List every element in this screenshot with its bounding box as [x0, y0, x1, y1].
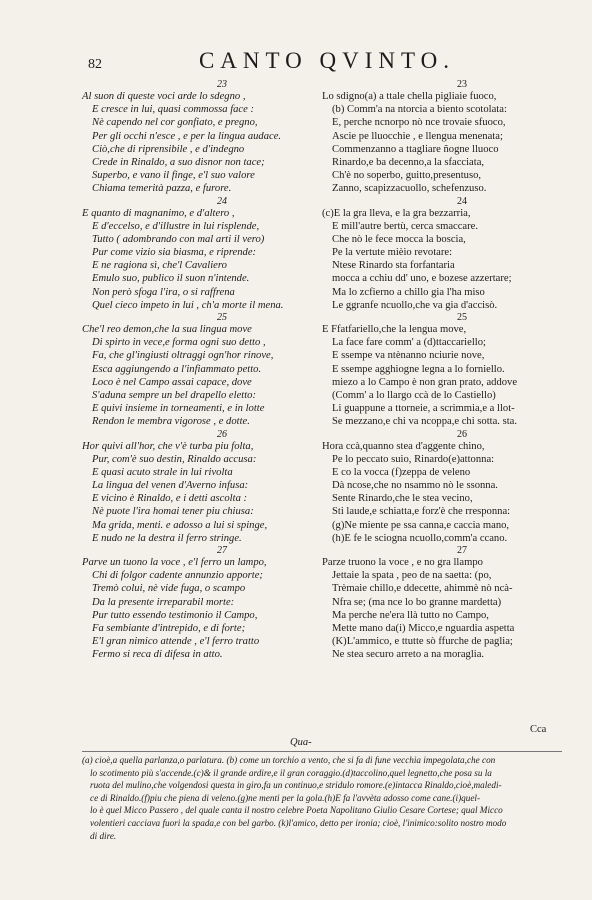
verse-line: Le ggranfe ncuollo,che va gia d'accisò. — [332, 299, 498, 311]
verse-line: Hor quivi all'hor, che v'è turba piu folta, — [82, 440, 254, 452]
verse-line: (Comm' a lo llargo ccà de lo Castiello) — [332, 389, 496, 401]
verse-line: (g)Ne miente pe ssa canna,e caccia mano, — [332, 519, 510, 531]
verse-line: Da la presente irreparabil morte: — [92, 596, 235, 608]
verse-line: Parve un tuono la voce , e'l ferro un lampo, — [82, 557, 267, 568]
verse-line: E nudo ne la destra il ferro stringe. — [92, 532, 242, 544]
verse-line: Hora ccà,quanno stea d'aggente chino, — [322, 440, 485, 452]
verse-line: E mill'autre bertù, cerca smaccare. — [332, 220, 479, 232]
stanza — [322, 312, 562, 429]
verse-line: E ssempe va ntènanno nciurie nove, — [332, 350, 485, 362]
stanza-number: 27 — [457, 545, 467, 556]
verse-line: La face fare comm' a (d)ttaccariello; — [332, 337, 486, 349]
verse-line: S'aduna sempre un bel drapello eletto: — [92, 389, 256, 401]
verse-line: Se mezzano,e chi va ncoppa,e chi sotta. sta. — [332, 416, 518, 428]
verse-line: Pe la vertute mièio revotare: — [332, 247, 453, 259]
footnote-line: lo scotimento più s'accende.(c)& il grande ardire,e il gran coraggio.(d)taccolino,quel legnetto,che posa su la — [90, 767, 492, 778]
verse-line: Ch'è no soperbo, guitto,presentuso, — [332, 170, 482, 182]
stanza-number: 25 — [217, 312, 227, 323]
verse-line: Superbo, e vano il finge, e'l suo valore — [92, 170, 255, 182]
verse-line: Pur tutto essendo testimonio il Campo, — [92, 609, 258, 621]
verse-line: Che nò le fece mocca la boscia, — [332, 233, 466, 245]
stanza — [322, 79, 562, 196]
catchword-left: Qua- — [290, 737, 312, 748]
footnote-line: (a) cioè,a quella parlanza,o parlatura. (b) come un torchio a vento, che si fa di fune vecchia impegolata,che con — [82, 755, 496, 765]
stanza — [322, 196, 562, 313]
verse-line: Pe lo peccato suio, Rinardo(e)attonna: — [332, 453, 495, 465]
verse-line: Ciò,che di riprensibile , e d'indegno — [92, 143, 245, 155]
verse-line: Non però sfoga l'ira, o si raffrena — [92, 286, 235, 298]
verse-line: Chi di folgor cadente annunzio apporte; — [92, 570, 263, 582]
stanza-number: 24 — [217, 195, 227, 207]
verse-line: miezo a lo Campo è non gran prato, addove — [332, 376, 518, 388]
stanza — [82, 312, 322, 429]
verse-line: E, perche ncnorpo nò nce trovaie sfuoco, — [332, 117, 506, 129]
verse-line: Che'l reo demon,che la sua lingua move — [82, 324, 252, 335]
verse-line: Di spirto in vece,e forma ogni suo detto , — [92, 337, 266, 349]
footnote-line: di dire. — [90, 830, 117, 841]
verse-line: Nè puote l'ira homai tener piu chiusa: — [92, 506, 254, 518]
stanza — [82, 196, 322, 313]
verse-line: Ascie pe lluocchie , e llengua menenata; — [332, 130, 503, 142]
footnote-rule — [82, 751, 562, 752]
verse-line: Crede in Rinaldo, a suo disnor non tace; — [92, 156, 265, 168]
verse-line: La lingua del venen d'Averno infusa: — [92, 480, 249, 492]
verse-line: Nè capendo nel cor gonfiato, e pregno, — [92, 117, 258, 129]
footnotes — [82, 754, 562, 842]
verse-line: Fa sembiante d'intrepido, e di forte; — [92, 622, 246, 634]
verse-line: Lo sdigno(a) a ttale chella pigliaie fuoco, — [322, 91, 497, 102]
footnote-line: ruota del mulino,che volgendosi questa in giro,fa un continuo,e stridulo romore.(e)intacca Rinaldo,cioè,maledi- — [90, 780, 502, 791]
verse-line: Parze truono la voce , e no gra llampo — [322, 557, 483, 568]
verse-line: Nfra se; (ma nce lo bo granne mardetta) — [332, 596, 502, 608]
verse-line: Dà ncose,che no nsammo nò le ssonna. — [332, 480, 498, 492]
stanza-number: 26 — [457, 428, 467, 440]
verse-line: mocca a cchiu dd' uno, e bozese azzertare; — [332, 273, 512, 285]
verse-line: (b) Comm'a na ntorcia a biento scotolata: — [332, 104, 507, 116]
verse-line: E quasi acuto strale in lui rivolta — [92, 466, 233, 478]
verse-line: Tutto ( adombrando con mal arti il vero) — [92, 233, 265, 245]
verse-line: Sente Rinardo,che le stea vecino, — [332, 493, 473, 505]
verse-line: Quel cieco impeto in lui , ch'a morte il mena. — [92, 299, 284, 311]
verse-line: E cresce in lui, quasi commossa face : — [92, 104, 255, 116]
neapolitan-column — [322, 79, 562, 662]
verse-line: Zanno, scapizzacuollo, schefenzuso. — [332, 183, 487, 195]
verse-line: E vicino è Rinaldo, e i detti ascolta : — [92, 493, 248, 505]
verse-line: E quivi insieme in torneamenti, e in lotte — [92, 403, 265, 415]
verse-line: E ne ragiona sì, che'l Cavaliero — [92, 260, 227, 272]
page-number: 82 — [88, 57, 102, 72]
verse-line: Esca aggiungendo a l'infiammato petto. — [92, 363, 262, 375]
verse-line: E'l gran nimico attende , e'l ferro tratto — [92, 636, 260, 648]
verse-line: Commenzanno a ttagliare ñogne lluoco — [332, 143, 499, 155]
verse-line: Sti laude,e schiatta,e forz'è che rresponna: — [332, 506, 511, 518]
verse-line: E Ffatfariello,che la lengua move, — [322, 324, 467, 335]
catchword-right: Cca — [530, 724, 547, 735]
verse-line: Ne stea securo arreto a na moraglia. — [332, 649, 485, 661]
verse-line: (h)E fe le sciogna ncuollo,comm'a ccano. — [332, 532, 508, 544]
verse-line: Pur, com'è suo destin, Rinaldo accusa: — [92, 453, 257, 465]
stanza-number: 23 — [217, 79, 227, 90]
verse-line: Emulo suo, publico il suon n'intende. — [92, 273, 250, 285]
verse-line: E d'eccelso, e d'illustre in lui risplende, — [92, 220, 260, 232]
verse-line: Fa, che gl'ingiusti oltraggi ogn'hor rinove, — [92, 350, 274, 362]
verse-line: Al suon di queste voci arde lo sdegno , — [82, 91, 246, 102]
verse-line: Pur come vizio sia biasma, e riprende: — [92, 247, 257, 259]
verse-line: E co la vocca (f)zeppa de veleno — [332, 466, 471, 478]
stanza-number: 23 — [457, 79, 467, 90]
verse-line: Mette mano da(i) Micco,e nguardia aspetta — [332, 622, 515, 634]
verse-line: Ma perche ne'era llà tutto no Campo, — [332, 609, 489, 621]
verse-line: (K)L'ammico, e ttutte sò ffurche de paglia; — [332, 636, 513, 648]
verse-line: Ma grida, menti. e adosso a lui si spinge, — [92, 519, 268, 531]
stanza-number: 24 — [457, 195, 467, 207]
running-head: CANTO QVINTO. — [198, 48, 456, 73]
verse-line: Rinardo,e ba decenno,a la sfacciata, — [332, 156, 485, 168]
verse-line: Fermo si reca di difesa in atto. — [92, 649, 223, 661]
verse-line: Tremò colui, nè vide fuga, o scampo — [92, 583, 246, 595]
stanza-number: 25 — [457, 312, 467, 323]
stanza — [322, 429, 562, 546]
verse-line: Li guappune a ttorneie, a scrimmia,e a llot- — [332, 403, 515, 415]
stanza-number: 26 — [217, 428, 227, 440]
verse-line: Rendon le membra vigorose , e dotte. — [92, 416, 250, 428]
verse-line: Trèmaie chillo,e ddecette, ahimmè nò ncà- — [332, 583, 513, 595]
stanza — [82, 429, 322, 546]
verse-line: Ma lo zcfierno a chillo gia l'ha miso — [332, 286, 485, 298]
verse-line: E quanto di magnanimo, e d'altero , — [82, 207, 235, 219]
footnote-line: lo è quel Micco Passero , del quale canta il nostro celebre Poeta Napolitano Giulio Cesare Cortese; qual Micco — [90, 805, 503, 816]
footnote-line: ce di Rinaldo.(f)piu che piena di veleno.(g)ne menti per la gola.(h)E fa l'avvèta adosso come cane.(i)quel- — [90, 792, 481, 803]
italian-column — [82, 79, 322, 662]
footnote-line: volentieri cacciava fuori la spada,e con bel garbo. (k)l'amico, detto per ironia; cioè, l'inimico:solito nostro modo — [90, 817, 507, 828]
stanza-number: 27 — [217, 545, 227, 556]
stanza — [82, 545, 322, 662]
verse-line: Per gli occhi n'esce , e per la lingua audace. — [92, 130, 282, 142]
verse-line: Loco è nel Campo assai capace, dove — [92, 376, 252, 388]
stanza — [322, 545, 562, 662]
verse-line: Jettaie la spata , peo de na saetta: (po, — [332, 570, 492, 582]
verse-line: E ssempe agghiogne legna a lo forniello. — [332, 363, 505, 375]
verse-line: (c)E la gra lleva, e la gra bezzarria, — [322, 207, 471, 219]
verse-line: Chiama temerità pazza, e furore. — [92, 183, 232, 195]
stanza — [82, 79, 322, 196]
verse-line: Ntese Rinardo sta forfantaria — [332, 260, 455, 272]
